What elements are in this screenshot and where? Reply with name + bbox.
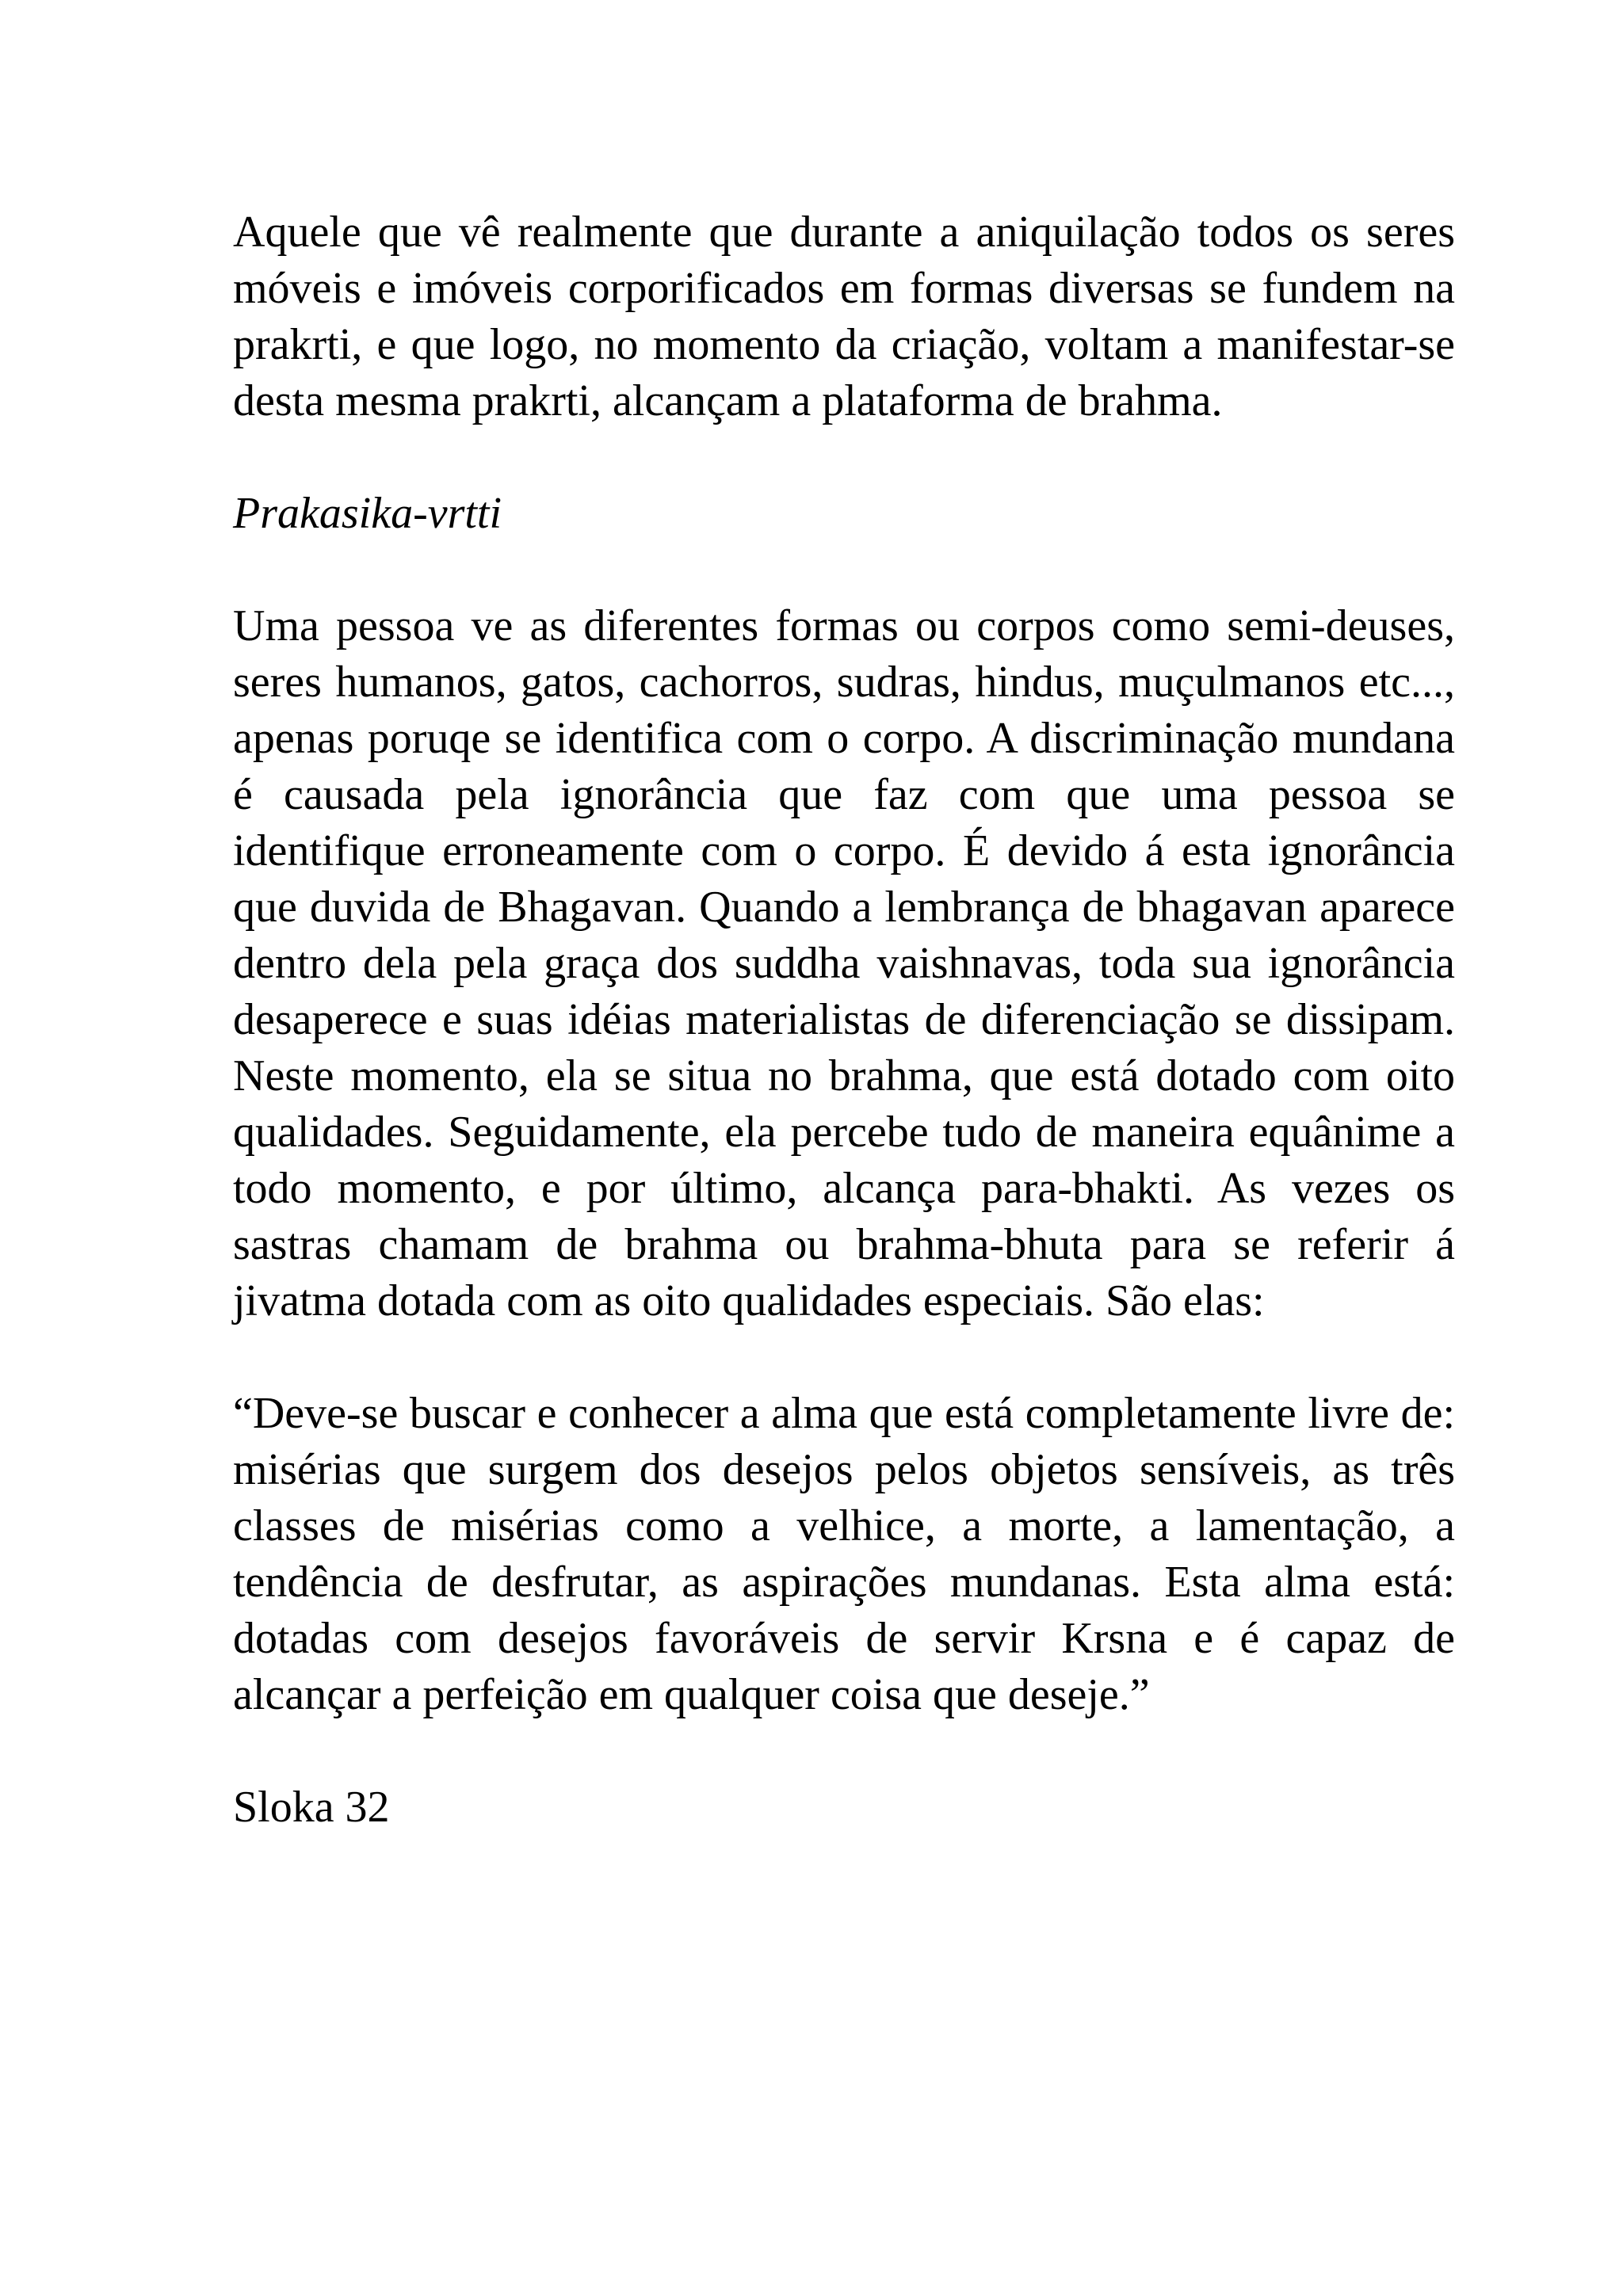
sloka-label: Sloka 32 <box>233 1783 390 1832</box>
document-page <box>233 204 1455 1836</box>
body-paragraph-2: Uma pessoa ve as diferentes formas ou corpos como semi-deuses, seres humanos, gatos, cachorros, sudras, hindus, muçulmanos etc..., apenas poruqe se identifica com o corpo. A discriminação mundana é causada pela ignorância que faz com que uma pessoa se identifique erroneamente com o corpo. É devido á esta ignorância que duvida de Bhagavan. Quando a lembrança de bhagavan aparece dentro dela pela graça dos suddha vaishnavas, toda sua ignorância desaperece e suas idéias materialistas de diferenciação se dissipam. Neste momento, ela se situa no brahma, que está dotado com oito qualidades. Seguidamente, ela percebe tudo de maneira equânime a todo momento, e por último, alcança para-bhakti. As vezes os sastras chamam de brahma ou brahma-bhuta para se referir á jivatma dotada com as oito qualidades especiais. São elas: <box>233 601 1455 1325</box>
quote-paragraph: “Deve-se buscar e conhecer a alma que está completamente livre de: misérias que surgem dos desejos pelos objetos sensíveis, as três classes de misérias como a velhice, a morte, a lamentação, a tendência de desfrutar, as aspirações mundanas. Esta alma está: dotadas com desejos favoráveis de servir Krsna e é capaz de alcançar a perfeição em qualquer coisa que deseje.” <box>233 1389 1455 1719</box>
body-paragraph-1: Aquele que vê realmente que durante a aniquilação todos os seres móveis e imóveis corporificados em formas diversas se fundem na prakrti, e que logo, no momento da criação, voltam a manifestar-se desta mesma prakrti, alcançam a plataforma de brahma. <box>233 208 1455 425</box>
section-heading: Prakasika-vrtti <box>233 489 502 538</box>
